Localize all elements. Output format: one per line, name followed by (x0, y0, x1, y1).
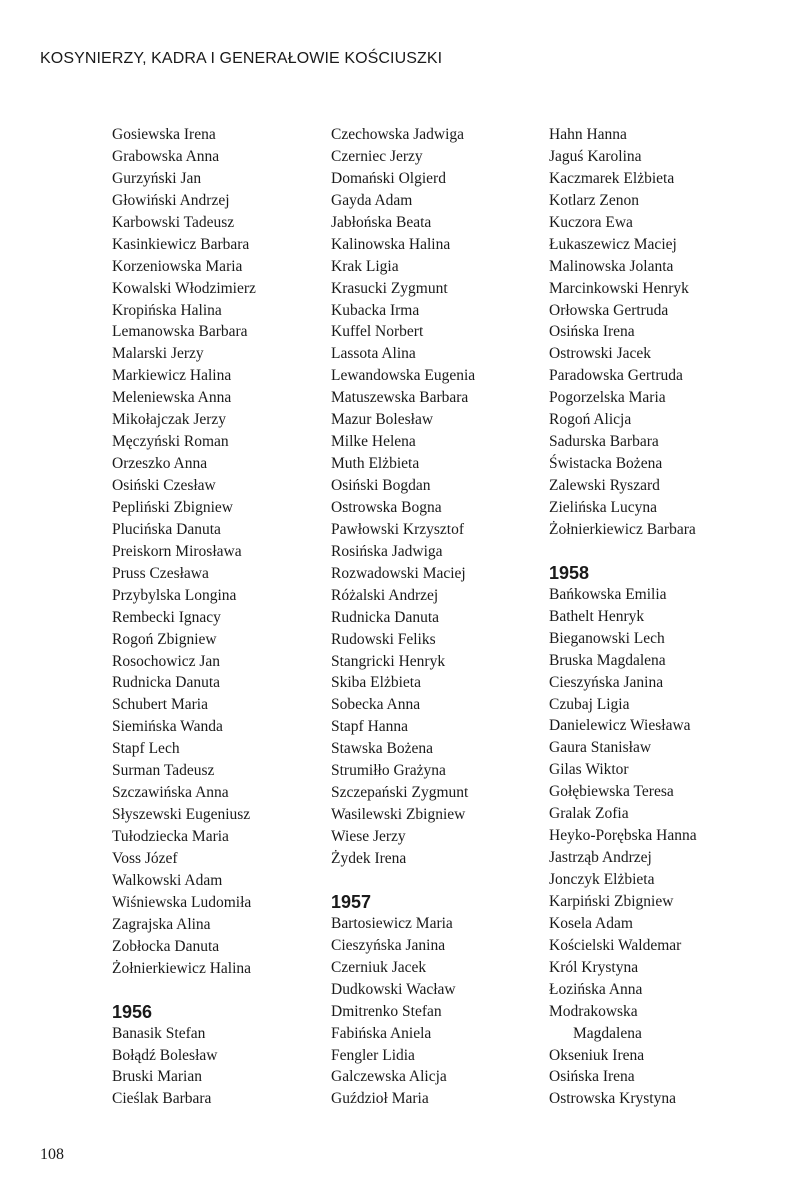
list-item: Rosińska Jadwiga (331, 542, 443, 560)
list-item: Jonczyk Elżbieta (549, 871, 655, 888)
list-item: Osińska Irena (549, 323, 635, 341)
list-item: Głowiński Andrzej (112, 191, 230, 209)
name-list (549, 584, 754, 1111)
name-section (331, 891, 536, 1110)
list-item: Fabińska Aniela (331, 1024, 432, 1042)
list-item: Bruski Marian (112, 1068, 202, 1086)
list-item: Kasinkiewicz Barbara (112, 235, 250, 253)
name-section (549, 562, 754, 1111)
list-item: Preiskorn Mirosława (112, 542, 242, 560)
list-item: Żydek Irena (331, 849, 407, 867)
list-item: Różalski Andrzej (331, 586, 439, 604)
running-head: KOSYNIERZY, KADRA I GENERAŁOWIE KOŚCIUSZKI (40, 50, 443, 67)
list-item: Gaura Stanisław (549, 739, 652, 757)
list-item: Ostrowska Krystyna (549, 1090, 676, 1108)
list-item: Karbowski Tadeusz (112, 213, 235, 231)
list-item: Strumiłło Grażyna (331, 762, 446, 780)
list-item: Hahn Hanna (549, 126, 627, 143)
list-item: Stapf Hanna (331, 718, 409, 736)
list-item: Milke Helena (331, 433, 416, 451)
list-item: Łozińska Anna (549, 980, 643, 998)
list-item: Wiese Jerzy (331, 828, 406, 845)
list-item: Czechowska Jadwiga (331, 126, 464, 143)
list-item: Cieszyńska Janina (331, 936, 446, 954)
list-item: Malinowska Jolanta (549, 257, 674, 275)
list-item: Karpiński Zbigniew (549, 892, 674, 910)
list-item: Lewandowska Eugenia (331, 367, 476, 385)
list-item: Osiński Bogdan (331, 477, 431, 494)
list-item: Marcinkowski Henryk (549, 279, 689, 297)
list-item: Pogorzelska Maria (549, 389, 666, 407)
list-item: Kuffel Norbert (331, 323, 424, 341)
list-item: Pepliński Zbigniew (112, 498, 233, 516)
list-item: Voss Józef (112, 849, 178, 867)
list-item: Gosiewska Irena (112, 126, 216, 143)
list-item: Bołądź Bolesław (112, 1046, 218, 1064)
list-item: Mikołajczak Jerzy (112, 411, 227, 429)
list-item: Stawska Bożena (331, 740, 434, 758)
list-item: Paradowska Gertruda (549, 367, 683, 385)
list-item: Świstacka Bożena (549, 455, 663, 473)
list-item: Męczyński Roman (112, 433, 229, 451)
list-item: Rosochowicz Jan (112, 652, 221, 670)
page-number: 108 (40, 1146, 64, 1163)
list-item: Rogoń Zbigniew (112, 630, 217, 648)
list-item: Zobłocka Danuta (112, 937, 220, 955)
list-item: Kaczmarek Elżbieta (549, 169, 675, 187)
list-item: Jastrząb Andrzej (549, 849, 652, 867)
list-item: Bieganowski Lech (549, 629, 665, 647)
name-column-3 (549, 124, 754, 1110)
list-item: Skiba Elżbieta (331, 674, 421, 692)
year-heading: 1957 (331, 891, 372, 912)
list-item: Czubaj Ligia (549, 695, 630, 713)
list-item: Gayda Adam (331, 191, 413, 209)
list-item: Pawłowski Krzysztof (331, 520, 465, 538)
list-item: Korzeniowska Maria (112, 257, 243, 275)
list-item: Muth Elżbieta (331, 455, 420, 473)
list-item: Czerniuk Jacek (331, 958, 427, 976)
list-item: Domański Olgierd (331, 169, 446, 187)
list-item: Guździoł Maria (331, 1090, 429, 1108)
list-item: Osiński Czesław (112, 477, 216, 494)
name-list (112, 124, 317, 980)
list-item: Żołnierkiewicz Halina (112, 959, 252, 977)
list-item: Kowalski Włodzimierz (112, 279, 256, 297)
list-item: Rozwadowski Maciej (331, 564, 466, 582)
list-item: Wiśniewska Ludomiła (112, 893, 252, 911)
list-item: Danielewicz Wiesława (549, 717, 691, 735)
list-item: Zielińska Lucyna (549, 498, 658, 516)
list-item: Sadurska Barbara (549, 433, 659, 451)
list-item: Rudowski Feliks (331, 630, 436, 648)
list-item: Żołnierkiewicz Barbara (549, 520, 696, 538)
list-item: Siemińska Wanda (112, 718, 223, 736)
list-item: Walkowski Adam (112, 871, 223, 889)
list-item: Gołębiewska Teresa (549, 783, 674, 801)
list-item: Malarski Jerzy (112, 345, 204, 363)
list-item: Galczewska Alicja (331, 1068, 447, 1086)
list-item: Dmitrenko Stefan (331, 1002, 442, 1020)
list-item: Jaguś Karolina (549, 147, 642, 165)
list-item: Kuczora Ewa (549, 213, 633, 231)
list-item: Słyszewski Eugeniusz (112, 806, 251, 824)
list-item: Grabowska Anna (112, 147, 220, 165)
list-item: Lassota Alina (331, 345, 416, 363)
list-item: Kosela Adam (549, 914, 633, 932)
list-item: Bańkowska Emilia (549, 585, 667, 603)
list-item: Król Krystyna (549, 958, 639, 976)
year-heading: 1956 (112, 1001, 153, 1022)
name-section (112, 124, 317, 980)
list-item: Orłowska Gertruda (549, 301, 669, 319)
list-item: Cieślak Barbara (112, 1090, 212, 1108)
list-item: Przybylska Longina (112, 586, 237, 604)
name-column-2 (331, 124, 536, 1110)
list-item: Sobecka Anna (331, 696, 421, 714)
list-item: Schubert Maria (112, 696, 208, 714)
list-item: Plucińska Danuta (112, 520, 221, 538)
list-item: Magdalena (573, 1024, 642, 1042)
list-item: Zagrajska Alina (112, 915, 211, 933)
list-item: Bathelt Henryk (549, 607, 645, 625)
list-item: Kalinowska Halina (331, 235, 451, 253)
list-item: Jabłońska Beata (331, 213, 432, 231)
list-item: Wasilewski Zbigniew (331, 806, 466, 824)
list-item: Mazur Bolesław (331, 411, 434, 429)
list-item: Gralak Zofia (549, 805, 629, 823)
list-item: Stapf Lech (112, 740, 180, 758)
name-list (549, 124, 754, 541)
list-item: Cieszyńska Janina (549, 673, 664, 691)
list-item: Rudnicka Danuta (331, 608, 440, 626)
list-item: Rudnicka Danuta (112, 674, 221, 692)
list-item: Krak Ligia (331, 257, 399, 275)
list-item: Rembecki Ignacy (112, 608, 221, 626)
list-item: Pruss Czesława (112, 564, 209, 582)
list-item: Ostrowska Bogna (331, 498, 442, 516)
list-item: Surman Tadeusz (112, 762, 215, 780)
list-item: Kotlarz Zenon (549, 191, 639, 209)
list-item: Modrakowska (549, 1002, 638, 1020)
list-item: Łukaszewicz Maciej (549, 235, 677, 253)
list-item: Osińska Irena (549, 1068, 635, 1086)
list-item: Kropińska Halina (112, 301, 222, 319)
name-list (112, 1023, 317, 1111)
name-section (549, 124, 754, 541)
list-item: Ostrowski Jacek (549, 345, 652, 363)
list-item: Kubacka Irma (331, 301, 420, 319)
list-item: Gurzyński Jan (112, 169, 202, 187)
list-item: Dudkowski Wacław (331, 980, 456, 998)
list-item: Szczawińska Anna (112, 784, 229, 802)
list-item: Krasucki Zygmunt (331, 279, 448, 297)
list-item: Meleniewska Anna (112, 389, 232, 407)
list-item: Zalewski Ryszard (549, 477, 660, 494)
list-item: Banasik Stefan (112, 1024, 206, 1042)
list-item: Orzeszko Anna (112, 455, 208, 473)
list-item: Heyko-Porębska Hanna (549, 827, 697, 845)
list-item: Bruska Magdalena (549, 651, 666, 669)
name-column-1 (112, 124, 317, 1110)
name-list (331, 124, 536, 870)
list-item: Okseniuk Irena (549, 1046, 645, 1064)
name-section (331, 124, 536, 870)
list-item: Markiewicz Halina (112, 367, 232, 385)
list-item: Lemanowska Barbara (112, 323, 248, 341)
list-item: Czerniec Jerzy (331, 147, 423, 165)
year-heading: 1958 (549, 562, 590, 583)
list-item: Rogoń Alicja (549, 411, 632, 429)
list-item: Kościelski Waldemar (549, 936, 682, 954)
list-item: Stangricki Henryk (331, 652, 446, 670)
list-item: Matuszewska Barbara (331, 389, 469, 407)
list-item: Fengler Lidia (331, 1046, 415, 1064)
name-list (331, 913, 536, 1110)
name-section (112, 1001, 317, 1111)
list-item: Szczepański Zygmunt (331, 784, 469, 802)
list-item: Tułodziecka Maria (112, 828, 229, 845)
list-item: Gilas Wiktor (549, 761, 629, 779)
list-item: Bartosiewicz Maria (331, 914, 453, 932)
